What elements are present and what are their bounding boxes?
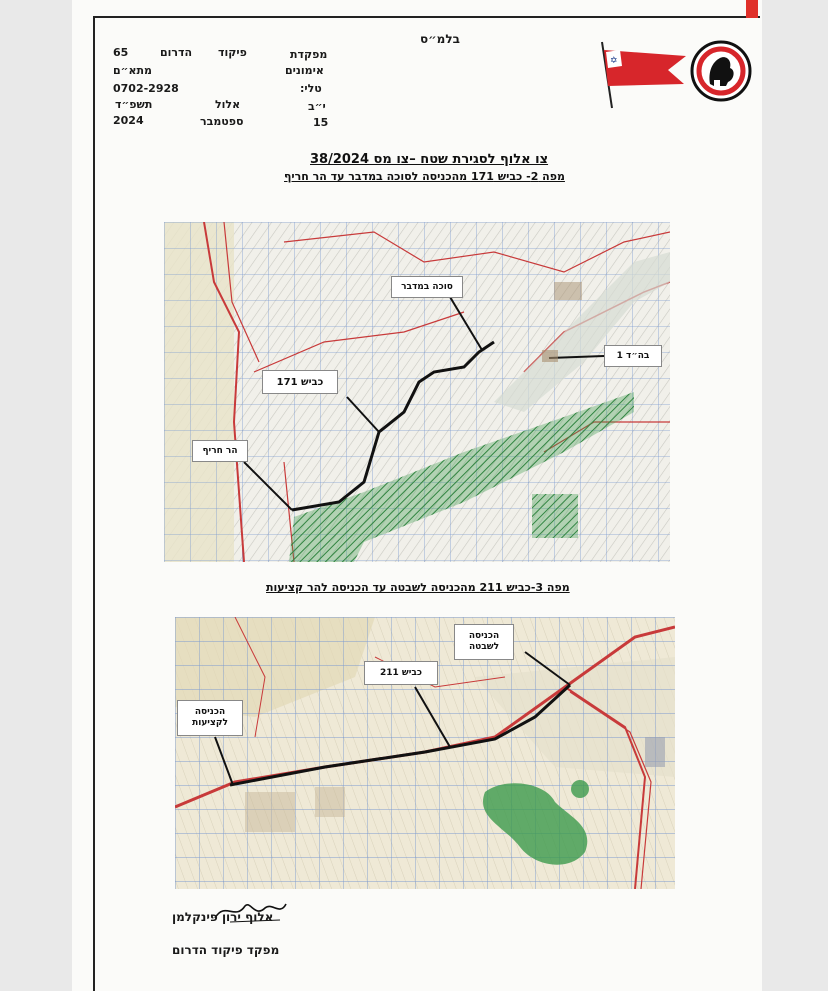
svg-text:✡: ✡ <box>610 56 618 66</box>
page-border-top <box>95 16 760 18</box>
map3-label-shivta: הכניסה לשבטה <box>454 624 514 660</box>
document-title: צו אלוף לסגירת שטח –צו מס 38/2024 <box>310 152 549 167</box>
date-year: 2024 <box>113 114 144 127</box>
date-month: ספטמבר <box>200 115 244 128</box>
page-border-left <box>93 16 95 991</box>
folder-tab <box>746 0 758 18</box>
unit-emblem-icon <box>690 40 752 102</box>
phone-label: טלי: <box>300 82 322 95</box>
unit-line2-left: מתא״ם <box>113 64 152 77</box>
map-3 <box>175 617 675 889</box>
flag-icon <box>598 40 688 110</box>
unit-line2-right: אימונים <box>285 64 324 77</box>
date-hebrew-day: י״ב <box>308 100 326 113</box>
phone-number: 0702-2928 <box>113 82 179 95</box>
map3-label-ketziot: הכניסה לקציעות <box>177 700 243 736</box>
classification: בלמ״ס <box>420 32 460 46</box>
unit-line1-word1: מפקדת <box>290 48 328 61</box>
date-day: 15 <box>313 116 329 129</box>
map2-label-bahad: בה״ד 1 <box>604 345 662 367</box>
map3-label-road: כביש 211 <box>364 661 438 685</box>
map2-label-harif: הר חריף <box>192 440 248 462</box>
date-hebrew-month: אלול <box>215 98 241 111</box>
unit-line1-word2: פיקוד <box>218 46 247 59</box>
unit-line1-word3: הדרום <box>160 46 193 59</box>
map2-label-road: כביש 171 <box>262 370 338 394</box>
signature-role: מפקד פיקוד הדרום <box>172 943 280 957</box>
map3-caption: מפה 3-כביש 211 מהכניסה לשבטה עד הכניסה להר קציעות <box>266 581 570 594</box>
unit-line1-number: 65 <box>113 46 129 59</box>
map2-caption: מפה 2- כביש 171 מהכניסה לסוכה במדבר עד הר חריף <box>284 170 565 183</box>
signature-name: אלוף ירון פינקלמן <box>172 910 274 924</box>
map-2 <box>164 222 670 562</box>
map2-label-sukka: סוכה במדבר <box>391 276 463 298</box>
date-hebrew-year: תשפ״ד <box>115 98 153 111</box>
